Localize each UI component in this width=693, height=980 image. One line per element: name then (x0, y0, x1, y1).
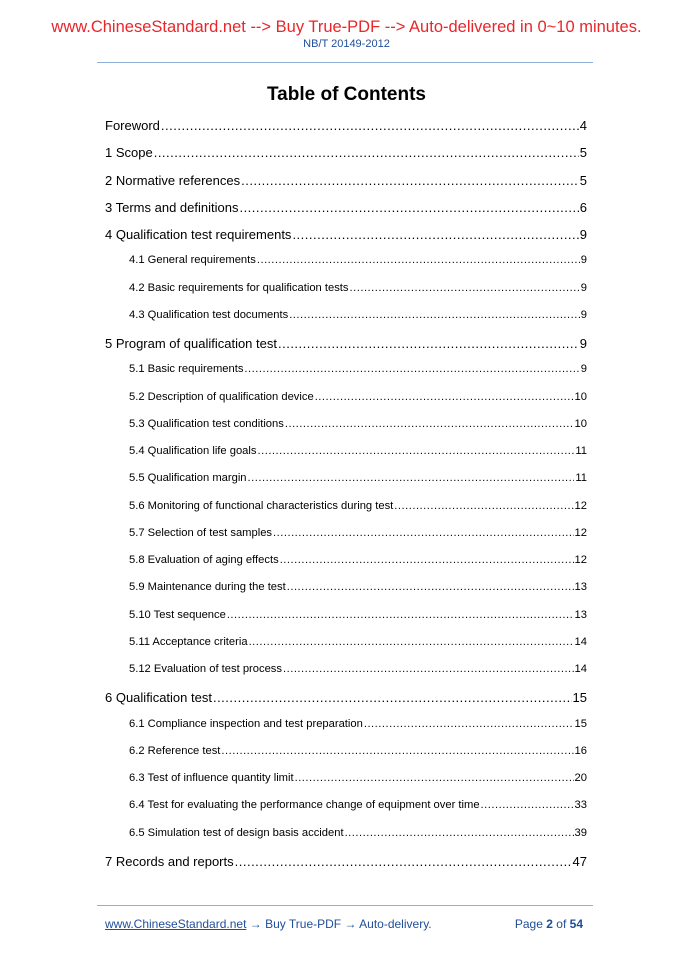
toc-entry-page: 9 (579, 336, 587, 351)
toc-entry[interactable] (129, 527, 587, 539)
toc-entry-page: 6 (579, 199, 587, 215)
toc-entry[interactable] (129, 363, 587, 375)
toc-entry-page: 14 (574, 635, 587, 648)
toc-dot-leader (221, 745, 573, 757)
toc-entry-label: 5.4 Qualification life goals (129, 445, 257, 457)
standard-number: NB/T 20149-2012 (303, 38, 390, 50)
page-title: Table of Contents (266, 84, 427, 105)
toc-entry-label: Foreword (105, 118, 160, 133)
page-of: of (556, 917, 567, 931)
toc-entry-label: 5.6 Monitoring of functional characteristics during test (129, 499, 394, 512)
page-total: 54 (569, 917, 583, 931)
toc-entry-page: 4 (579, 118, 587, 133)
toc-entry[interactable] (105, 200, 587, 215)
toc-dot-leader (345, 827, 574, 839)
toc-dot-leader (287, 581, 574, 593)
toc-entry-label: 6 Qualification test (105, 690, 212, 706)
toc-entry[interactable] (129, 663, 587, 675)
toc-entry-page: 10 (574, 390, 587, 403)
toc-dot-leader (154, 145, 579, 160)
toc-entry[interactable] (129, 581, 587, 593)
toc-entry-page: 5 (579, 145, 587, 161)
toc-entry-page: 33 (574, 799, 587, 812)
toc-dot-leader (239, 200, 578, 215)
toc-entry[interactable] (129, 554, 587, 566)
toc-dot-leader (227, 609, 574, 621)
toc-entry-page: 11 (575, 445, 587, 457)
toc-entry-page: 20 (574, 772, 587, 784)
toc-dot-leader (278, 336, 579, 351)
toc-entry[interactable] (105, 854, 587, 869)
toc-entry-label: 5.11 Acceptance criteria (129, 635, 248, 648)
toc-entry[interactable] (129, 609, 587, 621)
arrow-icon: → (249, 917, 262, 931)
toc-entry-page: 9 (580, 363, 587, 376)
promo-banner[interactable]: www.ChineseStandard.net --> Buy True-PDF --> Auto-delivered in 0~10 minutes. (51, 18, 642, 36)
toc-entry-label: 4.2 Basic requirements for qualification tests (129, 281, 349, 294)
toc-entry-label: 6.4 Test for evaluating the performance change of equipment over time (129, 799, 480, 812)
toc-dot-leader (481, 799, 574, 811)
page-label: Page (514, 917, 543, 931)
toc-dot-leader (292, 227, 578, 242)
toc-entry[interactable] (129, 827, 587, 839)
toc-entry[interactable] (129, 418, 587, 430)
toc-entry-page: 12 (574, 554, 587, 566)
toc-entry-page: 12 (574, 526, 587, 539)
toc-entry[interactable] (105, 145, 587, 160)
toc-dot-leader (213, 690, 572, 705)
toc-entry-label: 6.5 Simulation test of design basis accident (129, 826, 344, 839)
toc-dot-leader (295, 772, 574, 784)
page-current: 2 (546, 917, 553, 931)
toc-dot-leader (273, 527, 574, 539)
toc-entry-page: 39 (574, 826, 587, 839)
toc-dot-leader (248, 472, 575, 484)
toc-dot-leader (280, 554, 574, 566)
toc-entry-page: 10 (574, 417, 587, 430)
footer-divider (97, 905, 593, 906)
toc-entry[interactable] (129, 799, 587, 811)
toc-entry-label: 5.1 Basic requirements (129, 363, 244, 376)
toc-entry-label: 4.3 Qualification test documents (129, 308, 289, 321)
toc-entry-page: 9 (580, 281, 587, 294)
toc-entry-label: 5 Program of qualification test (105, 336, 277, 351)
toc-dot-leader (289, 309, 580, 321)
toc-entry[interactable] (129, 445, 587, 457)
toc-entry[interactable] (129, 718, 587, 730)
toc-entry-page: 14 (574, 663, 587, 675)
toc-entry[interactable] (129, 772, 587, 784)
toc-entry[interactable] (105, 690, 587, 705)
toc-entry[interactable] (105, 227, 587, 242)
toc-entry-label: 4 Qualification test requirements (105, 227, 292, 242)
toc-entry-page: 15 (572, 690, 587, 706)
page-indicator (515, 917, 583, 931)
toc-entry-page: 13 (574, 608, 587, 621)
toc-entry-page: 15 (574, 717, 587, 730)
footer-delivery-text: Auto-delivery. (359, 917, 432, 931)
page-footer (105, 917, 587, 933)
toc-entry-page: 9 (580, 254, 587, 267)
header-divider (97, 62, 593, 63)
toc-entry[interactable] (129, 309, 587, 321)
toc-entry-page: 9 (579, 227, 587, 242)
toc-entry-label: 7 Records and reports (105, 853, 234, 869)
toc-dot-leader (249, 636, 574, 648)
footer-buy-text: Buy True-PDF (265, 917, 342, 931)
footer-site-link[interactable]: www.ChineseStandard.net (105, 917, 247, 931)
toc-dot-leader (257, 254, 580, 266)
toc-entry[interactable] (129, 636, 587, 648)
toc-entry[interactable] (129, 472, 587, 484)
toc-entry-label: 2 Normative references (105, 172, 241, 188)
toc-dot-leader (364, 718, 574, 730)
toc-entry-label: 3 Terms and definitions (105, 199, 239, 215)
toc-entry[interactable] (129, 500, 587, 512)
toc-dot-leader (161, 118, 579, 133)
toc-entry-label: 4.1 General requirements (129, 254, 256, 267)
toc-entry-label: 5.12 Evaluation of test process (129, 663, 282, 675)
toc-entry-label: 5.8 Evaluation of aging effects (129, 554, 279, 566)
toc-entry-label: 6.1 Compliance inspection and test preparation (129, 717, 363, 730)
arrow-icon: → (344, 917, 357, 931)
toc-entry[interactable] (129, 282, 587, 294)
toc-dot-leader (285, 418, 574, 430)
toc-entry-label: 5.5 Qualification margin (129, 472, 247, 485)
toc-entry[interactable] (129, 254, 587, 266)
toc-entry-label: 6.2 Reference test (129, 744, 221, 757)
toc-dot-leader (244, 363, 579, 375)
toc-dot-leader (235, 854, 572, 869)
toc-entry[interactable] (105, 336, 587, 351)
toc-dot-leader (258, 445, 575, 457)
toc-entry-label: 5.9 Maintenance during the test (129, 581, 286, 594)
toc-dot-leader (241, 173, 579, 188)
toc-entry-page: 9 (580, 308, 587, 321)
toc-entry-page: 47 (572, 853, 587, 869)
toc-dot-leader (394, 500, 573, 512)
toc-entry-label: 5.2 Description of qualification device (129, 390, 314, 403)
toc-entry-label: 1 Scope (105, 145, 153, 161)
toc-dot-leader (315, 391, 574, 403)
toc-entry-label: 5.3 Qualification test conditions (129, 417, 284, 430)
toc-entry-page: 11 (575, 472, 587, 485)
toc-dot-leader (283, 663, 574, 675)
toc-entry-page: 12 (574, 499, 587, 512)
toc-entry-label: 5.7 Selection of test samples (129, 526, 273, 539)
toc-entry-label: 6.3 Test of influence quantity limit (129, 772, 294, 784)
toc-entry-page: 5 (579, 172, 587, 188)
toc-entry[interactable] (105, 173, 587, 188)
toc-dot-leader (350, 282, 580, 294)
toc-entry[interactable] (105, 118, 587, 133)
toc-entry[interactable] (129, 745, 587, 757)
footer-promo (105, 917, 432, 931)
toc-entry-page: 16 (574, 744, 587, 757)
toc-entry[interactable] (129, 391, 587, 403)
toc-entry-label: 5.10 Test sequence (129, 608, 226, 621)
toc-entry-page: 13 (574, 581, 587, 594)
